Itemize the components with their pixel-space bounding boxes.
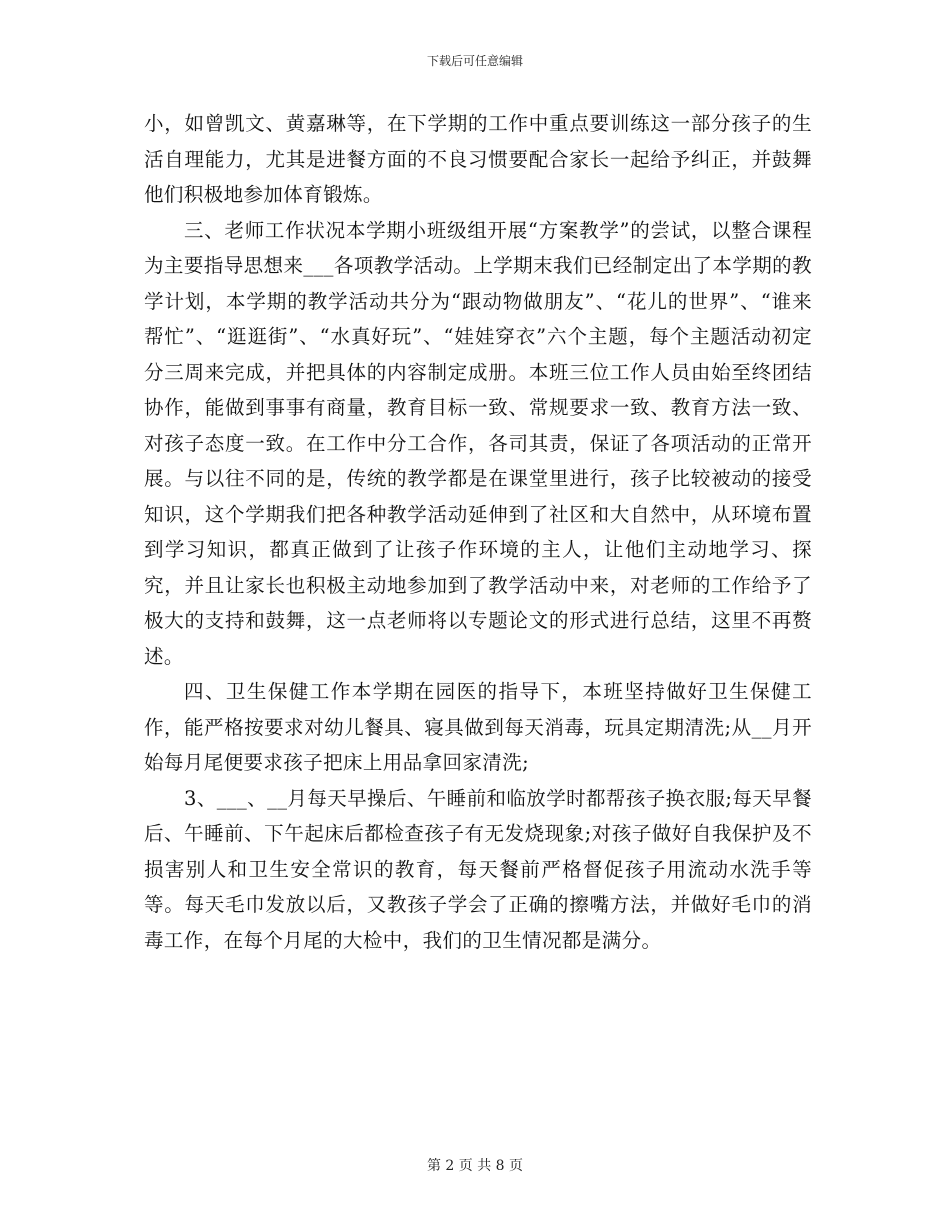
paragraph-health-work: 四、卫生保健工作本学期在园医的指导下，本班坚持做好卫生保健工作，能严格按要求对幼儿餐具、寝具做到每天消毒，玩具定期清洗;从__月开始每月尾便要求孩子把床上用品拿回家清洗; — [144, 680, 812, 774]
paragraph-continuation: 小，如曾凯文、黄嘉琳等，在下学期的工作中重点要训练这一部分孩子的生活自理能力，尤其是进餐方面的不良习惯要配合家长一起给予纠正，并鼓舞他们积极地参加体育锻炼。 — [144, 112, 812, 206]
paragraph-teacher-work: 三、老师工作状况本学期小班级组开展“方案教学”的尝试，以整合课程为主要指导思想来___各项教学活动。上学期末我们已经制定出了本学期的教学计划，本学期的教学活动共分为“跟动物做朋友”、“花儿的世界”、“谁来帮忙”、“逛逛街”、“水真好玩”、“娃娃穿衣”六个主题，每个主题活动初定分三周来完成，并把具体的内容制定成册。本班三位工作人员由始至终团结协作，能做到事事有商量，教育目标一致、常规要求一致、教育方法一致、对孩子态度一致。在工作中分工合作，各司其责，保证了各项活动的正常开展。与以往不同的是，传统的教学都是在课堂里进行，孩子比较被动的接受知识，这个学期我们把各种教学活动延伸到了社区和大自然中，从环境布置到学习知识，都真正做到了让孩子作环境的主人，让他们主动地学习、探究，并且让家长也积极主动地参加到了教学活动中来，对老师的工作给予了极大的支持和鼓舞，这一点老师将以专题论文的形式进行总结，这里不再赘述。 — [144, 218, 812, 668]
page-footer: 第 2 页 共 8 页 — [426, 1158, 524, 1174]
paragraph-daily-care: 3、___、__月每天早操后、午睡前和临放学时都帮孩子换衣服;每天早餐后、午睡前、下午起床后都检查孩子有无发烧现象;对孩子做好自我保护及不损害别人和卫生安全常识的教育，每天餐前严格督促孩子用流动水洗手等等。每天毛巾发放以后，又教孩子学会了正确的擦嘴方法，并做好毛巾的消毒工作，在每个月尾的大检中，我们的卫生情况都是满分。 — [144, 786, 812, 952]
document-body — [144, 106, 812, 958]
page-header: 下载后可任意编辑 — [426, 54, 523, 68]
